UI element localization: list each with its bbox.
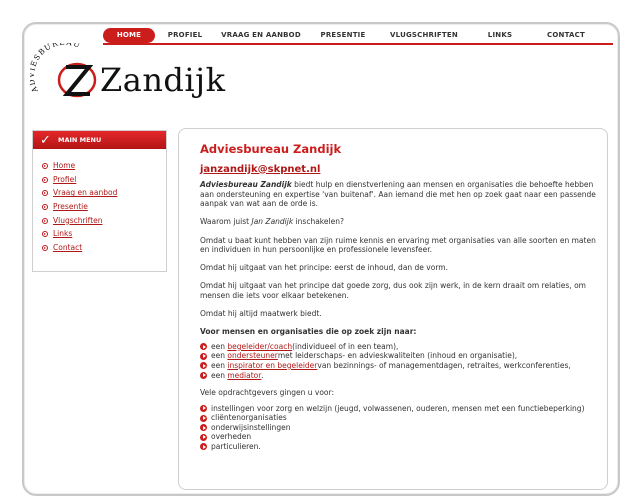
arrow-right-icon [200, 405, 207, 412]
nav-home[interactable]: HOME [103, 28, 155, 43]
nav-links[interactable]: LINKS [487, 31, 513, 39]
client-label: onderwijsinstellingen [211, 422, 291, 432]
link-mediator[interactable]: mediator [227, 370, 262, 380]
sidebar-item-home [42, 159, 166, 173]
services-heading: Voor mensen en organisaties die op zoek zijn naar: [200, 327, 417, 337]
sidebar-link-vlugschriften[interactable]: Vlugschriften [53, 215, 103, 225]
intro-brand: Adviesbureau Zandijk [200, 180, 292, 190]
arrow-bullet-icon [42, 163, 48, 169]
link-inspirator-en-begeleider[interactable]: inspirator en begeleider [227, 360, 318, 370]
intro-paragraph [200, 180, 603, 209]
list-item [200, 371, 603, 381]
sidebar-item-vlugschriften [42, 214, 166, 228]
email-link[interactable]: janzandijk@skpnet.nl [200, 163, 321, 175]
nav-profiel[interactable]: PROFIEL [167, 31, 203, 39]
nav-contact[interactable]: CONTACT [547, 31, 585, 39]
nav-vraag-en-aanbod[interactable]: VRAAG EN AANBOD [221, 31, 301, 39]
clients-list [200, 404, 603, 452]
checkmark-icon: ✓ [40, 133, 51, 148]
question-paragraph [200, 217, 603, 227]
paragraph-experience: Omdat u baat kunt hebben van zijn ruime kennis en ervaring met organisaties van alle soorten en maten en individuen in hun persoonlijke en professionele levensfeer. [200, 235, 596, 255]
list-item-post: met leiderschaps- en advieskwaliteiten (inhoud en organisatie), [277, 351, 518, 361]
side-menu-title: MAIN MENU [58, 136, 102, 144]
list-item [200, 442, 603, 452]
list-item [200, 351, 603, 361]
nav-presentie[interactable]: PRESENTIE [320, 31, 366, 39]
sidebar-link-profiel[interactable]: Profiel [53, 174, 77, 184]
link-begeleider-coach[interactable]: begeleider/coach [227, 341, 293, 351]
arrow-bullet-icon [42, 177, 48, 183]
sidebar-link-vraag-en-aanbod[interactable]: Vraag en aanbod [53, 188, 118, 198]
list-item [200, 361, 603, 371]
question-post: inschakelen? [293, 217, 344, 227]
page-title: Adviesbureau Zandijk [200, 142, 342, 156]
side-menu [32, 130, 167, 272]
arrow-bullet-icon [42, 190, 48, 196]
arrow-bullet-icon [42, 204, 48, 210]
arrow-bullet-icon [42, 218, 48, 224]
client-label: particulieren. [211, 442, 261, 452]
arrow-right-icon [200, 443, 207, 450]
list-item-post: (individueel of in een team), [292, 341, 399, 351]
sidebar-item-contact [42, 241, 166, 255]
arrow-right-icon [200, 372, 207, 379]
sidebar-item-profiel [42, 173, 166, 187]
side-menu-list [33, 159, 166, 255]
sidebar-link-contact[interactable]: Contact [53, 243, 83, 253]
client-label: overheden [211, 432, 252, 442]
arrow-right-icon [200, 415, 207, 422]
list-item [200, 432, 603, 442]
logo-name: Zandijk [100, 61, 226, 99]
list-item-pre: een [211, 351, 225, 361]
sidebar-link-links[interactable]: Links [53, 229, 73, 239]
list-item [200, 413, 603, 423]
list-item-pre: een [211, 370, 225, 380]
main-content [178, 128, 608, 490]
paragraph-care: Omdat hij uitgaat van het principe dat goede zorg, dus ook zijn werk, in de kern draait om relaties, om mensen die iets voor elkaar betekenen. [200, 281, 586, 300]
sidebar-item-links [42, 227, 166, 241]
sidebar-item-presentie [42, 200, 166, 214]
sidebar-link-presentie[interactable]: Presentie [53, 202, 88, 212]
arrow-right-icon [200, 353, 207, 360]
client-label: instellingen voor zorg en welzijn (jeugd, volwassenen, ouderen, mensen met een functiebeperking) [211, 403, 585, 413]
link-ondersteuner[interactable]: ondersteuner [227, 351, 278, 361]
arrow-bullet-icon [42, 245, 48, 251]
top-navigation [103, 28, 613, 43]
logo-arc-text: SBUR U [31, 43, 83, 63]
clients-intro: Vele opdrachtgevers gingen u voor: [200, 388, 334, 398]
arrow-right-icon [200, 362, 207, 369]
services-list [200, 342, 603, 380]
sidebar-link-home[interactable]: Home [53, 161, 76, 170]
list-item [200, 342, 603, 352]
question-pre: Waarom juist [200, 217, 252, 227]
intro-text: biedt hulp en dienstverlening aan mensen en organisaties die behoefte hebben aan ondersteuning en expertise 'van buitenaf'. Aan iemand die met hen op zoek gaat naar een passende aanpak van wat aan de orde is. [200, 180, 596, 209]
arrow-bullet-icon [42, 231, 48, 237]
arrow-right-icon [200, 424, 207, 431]
question-name: Jan Zandijk [251, 217, 294, 227]
arrow-right-icon [200, 343, 207, 350]
list-item-pre: een [211, 341, 225, 351]
list-item-post: . [261, 370, 264, 380]
side-menu-header [33, 131, 166, 149]
nav-vlugschriften[interactable]: VLUGSCHRIFTEN [390, 31, 458, 39]
list-item-pre: een [211, 360, 225, 370]
sidebar-item-vraag-en-aanbod [42, 186, 166, 200]
list-item [200, 404, 603, 414]
list-item-post: van bezinnings- of managementdagen, retraites, werkconferenties, [317, 360, 571, 370]
paragraph-principle: Omdat hij uitgaat van het principe: eerst de inhoud, dan de vorm. [200, 263, 448, 273]
paragraph-custom: Omdat hij altijd maatwerk biedt. [200, 309, 322, 319]
client-label: cliëntenorganisaties [211, 413, 287, 423]
list-item [200, 423, 603, 433]
arrow-right-icon [200, 434, 207, 441]
